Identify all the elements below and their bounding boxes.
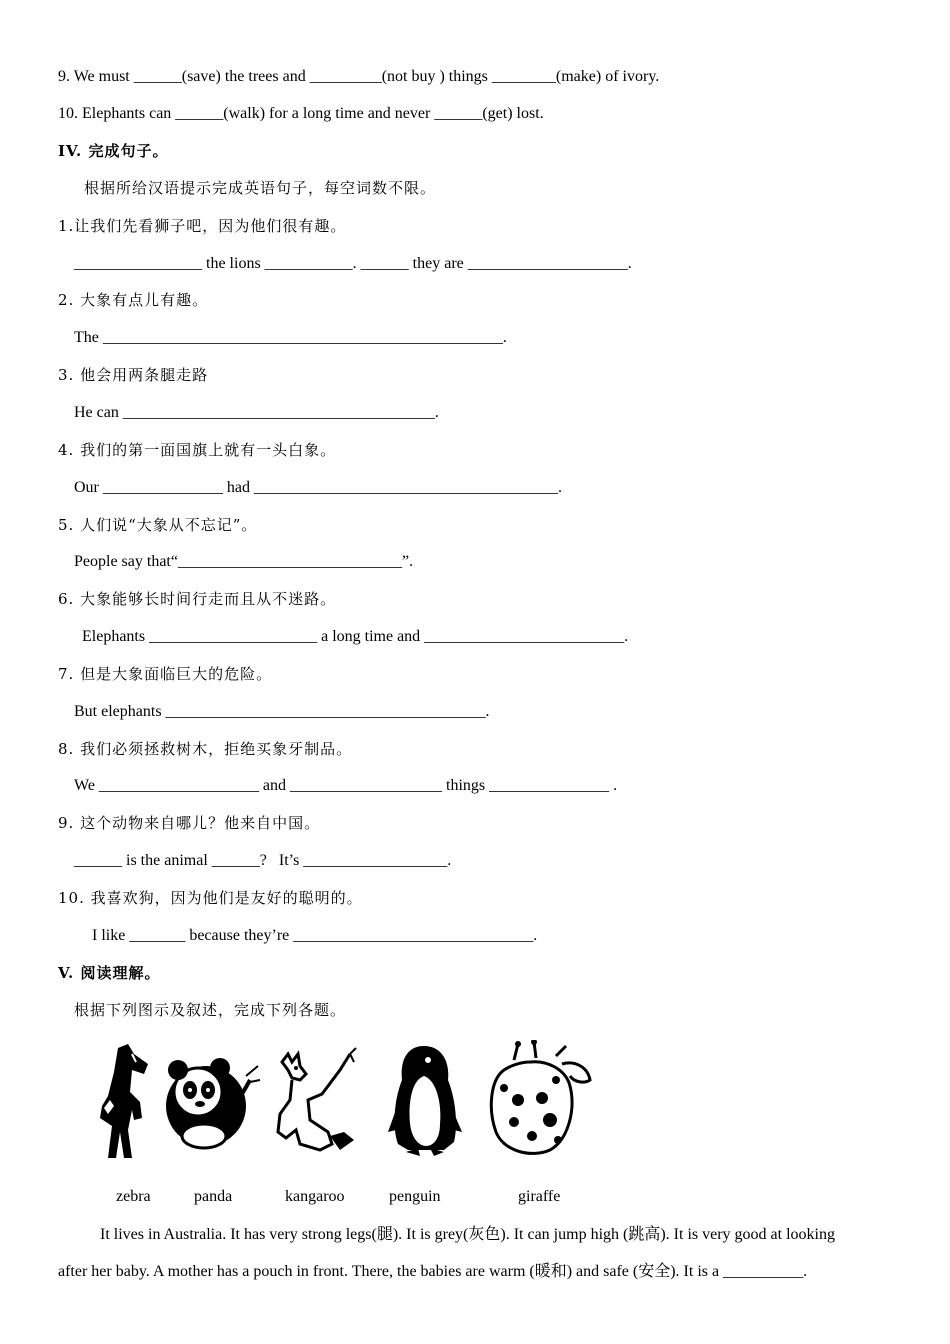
- item-6-en: Elephants _____________________ a long time and _________________________.: [78, 628, 629, 645]
- item-5-en: People say that“____________________________”.: [74, 553, 414, 570]
- animal-label-penguin: penguin: [389, 1188, 441, 1205]
- item-3-en: He can _______________________________________.: [74, 404, 439, 421]
- exercise-line-10: 10. Elephants can ______(walk) for a long time and never ______(get) lost.: [58, 105, 544, 122]
- animal-label-zebra: zebra: [116, 1188, 151, 1205]
- item-3-cn: 3. 他会用两条腿走路: [58, 366, 209, 384]
- section-5-instruction: 根据下列图示及叙述，完成下列各题。: [74, 1001, 347, 1019]
- giraffe-icon: [484, 1040, 596, 1162]
- item-8-en: We ____________________ and ___________________ things _______________ .: [74, 777, 618, 794]
- item-1-cn: 1.让我们先看狮子吧，因为他们很有趣。: [58, 217, 347, 235]
- item-5-cn: 5. 人们说“大象从不忘记”。: [58, 516, 258, 534]
- animal-label-kangaroo: kangaroo: [285, 1188, 345, 1205]
- item-1-en: ________________ the lions ___________. ______ they are ____________________.: [74, 255, 632, 272]
- section-4-instruction: 根据所给汉语提示完成英语句子，每空词数不限。: [84, 179, 437, 197]
- section-5-heading: V. 阅读理解。: [58, 964, 161, 982]
- item-7-en: But elephants ________________________________________.: [74, 703, 490, 720]
- item-10-en: I like _______ because they’re ______________________________.: [84, 927, 538, 944]
- item-9-cn: 9. 这个动物来自哪儿？他来自中国。: [58, 814, 321, 832]
- item-6-cn: 6. 大象能够长时间行走而且从不迷路。: [58, 590, 337, 608]
- item-4-en: Our _______________ had ______________________________________.: [74, 479, 562, 496]
- animal-label-panda: panda: [194, 1188, 233, 1205]
- item-7-cn: 7. 但是大象面临巨大的危险。: [58, 665, 273, 683]
- penguin-icon: [384, 1040, 466, 1162]
- item-9-en: ______ is the animal ______? It’s __________________.: [74, 852, 452, 869]
- animal-pictures: [80, 1040, 600, 1165]
- item-4-cn: 4. 我们的第一面国旗上就有一头白象。: [58, 441, 337, 459]
- item-10-cn: 10. 我喜欢狗，因为他们是友好的聪明的。: [58, 889, 363, 907]
- animal-label-giraffe: giraffe: [518, 1188, 561, 1205]
- item-8-cn: 8. 我们必须拯救树木，拒绝买象牙制品。: [58, 740, 353, 758]
- item-2-cn: 2. 大象有点儿有趣。: [58, 291, 209, 309]
- section-4-heading: IV. 完成句子。: [58, 142, 169, 160]
- item-2-en: The __________________________________________________.: [74, 329, 507, 346]
- exercise-line-9: 9. We must ______(save) the trees and _________(not buy ) things ________(make) of ivory.: [58, 68, 660, 85]
- zebra-icon: [88, 1040, 158, 1162]
- kangaroo-icon: [270, 1040, 362, 1162]
- passage-line-2: after her baby. A mother has a pouch in front. There, the babies are warm (暖和) and safe (安全). It is a __________.: [58, 1263, 808, 1280]
- panda-icon: [164, 1040, 264, 1162]
- passage-line-1: It lives in Australia. It has very strong legs(腿). It is grey(灰色). It can jump high (跳高). It is very good at looking: [100, 1226, 835, 1243]
